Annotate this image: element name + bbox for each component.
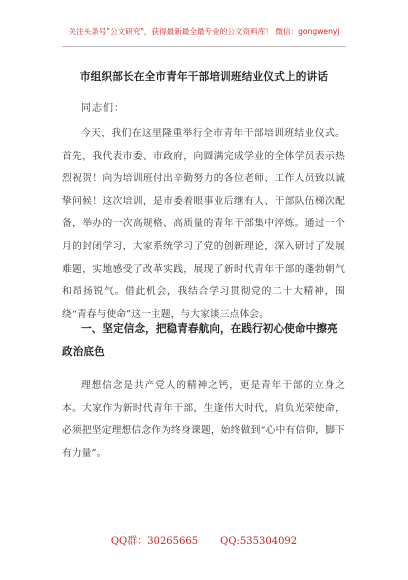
salutation: 同志们： (81, 103, 125, 114)
footer-contact (0, 532, 408, 547)
section-heading-1: 一、坚定信念，把稳青春航向，在践行初心使命中擦亮政治底色 (62, 323, 338, 358)
header-divider (62, 46, 346, 47)
body-paragraph-1: 今天，我们在这里隆重举行全市青年干部培训班结业仪式。首先，我代表市委、市政府，向圆满完成学业的全体学员表示热烈祝贺！向为培训班付出辛勤努力的各位老师、工作人员致以诚挚问候！这次培训，是市委着眼事业后继有人、干部队伍梯次配备，举办的一次高规格、高质量的青年干部集中淬炼。通过一个月的封闭学习，大家系统学习了党的创新理论，深入研讨了发展难题，实地感受了改革实践，展现了新时代青年干部的蓬勃朝气和昂扬锐气。借此机会，我结合学习贯彻党的二十大精神，围绕“青春与使命”这一主题，与大家谈三点体会。 (62, 128, 345, 320)
footer-qq-group: QQ群：30265665 (110, 536, 199, 547)
body-paragraph-2: 理想信念是共产党人的精神之钙，更是青年干部的立身之本。大家作为新时代青年干部，生逢伟大时代，肩负光荣使命，必须把坚定理想信念作为终身课题，始终做到“心中有信仰，脚下有力量”。 (62, 380, 345, 459)
footer-qq: QQ:535304092 (220, 536, 298, 547)
document-title: 市组织部长在全市青年干部培训班结业仪式上的讲话 (79, 71, 329, 83)
promo-banner: 关注头条号"公文研究"，获得最新最全最专业的公文资料库！ 微信：gongwenyj (68, 27, 340, 36)
